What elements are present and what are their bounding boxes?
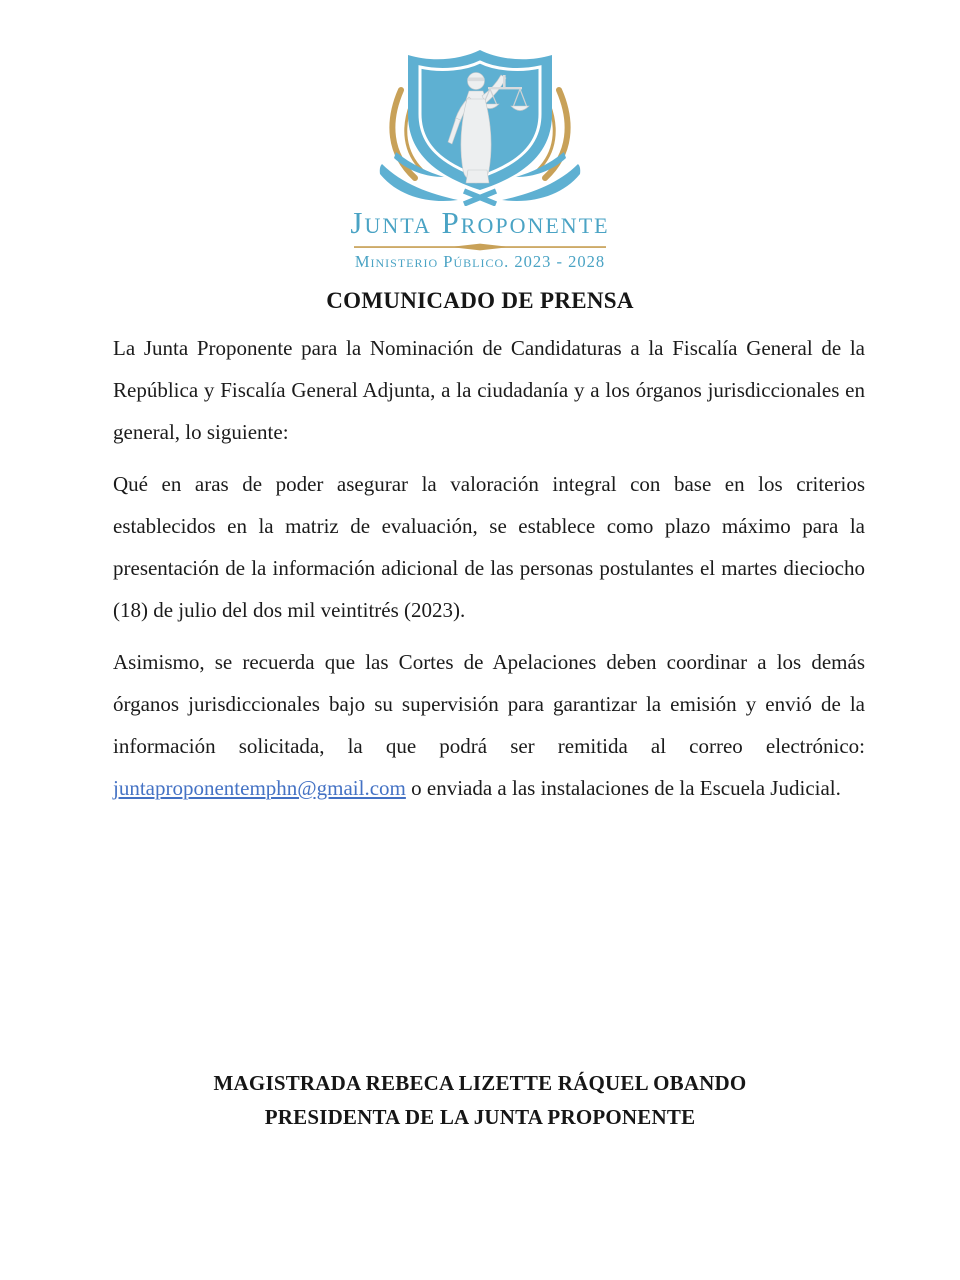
paragraph-2: Qué en aras de poder asegurar la valoración integral con base en los criterios establecidos en la matriz de evaluación, se establece como plazo máximo para la presentación de la información adicional de las personas postulantes el martes dieciocho (18) de julio del dos mil veintitrés (2023). [113,472,865,622]
signature-block [0,1066,960,1134]
logo [0,44,960,271]
gold-divider [354,243,606,251]
signature-name: MAGISTRADA REBECA LIZETTE RÁQUEL OBANDO [213,1071,747,1095]
email-link[interactable]: juntaproponentemphn@gmail.com [113,776,406,800]
document-title: COMUNICADO DE PRENSA [326,288,634,313]
paragraph-3-text-after: o enviada a las instalaciones de la Escuela Judicial. [405,776,841,800]
paragraph-3 [113,641,865,809]
paragraph-3-text-before: Asimismo, se recuerda que las Cortes de Apelaciones deben coordinar a los demás órganos jurisdiccionales bajo su supervisión para garantizar la emisión y envió de la información solicitada, la que podrá ser remitida al correo electrónico: [113,650,865,758]
logo-subtitle: Ministerio Público. 2023 - 2028 [354,251,606,271]
lady-justice-shield-icon [330,44,630,206]
document-body [113,327,865,819]
signature-title: PRESIDENTA DE LA JUNTA PROPONENTE [264,1105,696,1129]
paragraph-1: La Junta Proponente para la Nominación de Candidaturas a la Fiscalía General de la República y Fiscalía General Adjunta, a la ciudadanía y a los órganos jurisdiccionales en general, lo siguiente: [113,336,865,444]
logo-wordmark: Junta Proponente [350,205,610,240]
